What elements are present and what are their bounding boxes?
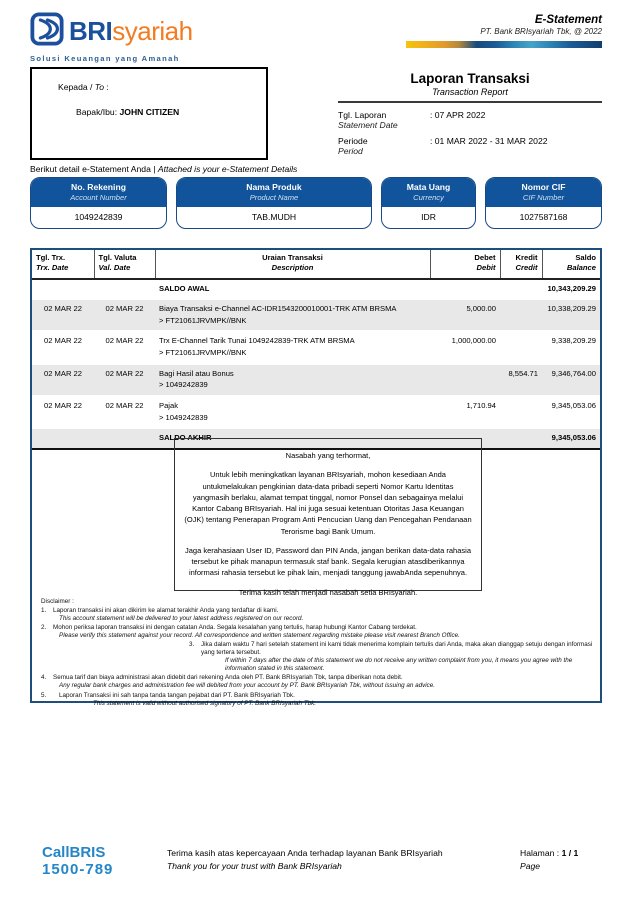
disclaimer-item: 3. Jika dalam waktu 7 hari setelah statement ini kami tidak menerima komplain tertulis dari Anda, maka akan dianggap setuju dengan informasi yang tertera tersebut. If within 7 days after the date of this statement we do not receive any written complaint from you, it means you agree with the information stated in this statement. <box>189 641 593 673</box>
period-value: : 01 MAR 2022 - 31 MAR 2022 <box>430 136 548 146</box>
disclaimer-item: 5. Laporan Transaksi ini sah tanpa tanda tangan pejabat dari PT. Bank BRIsyariah Tbk. This statement is valid without authorised signatory of PT. Bank BRIsyariah Tbk. <box>41 691 317 707</box>
brisyariah-logo-icon <box>30 12 64 51</box>
recipient-label: Kepada / To : <box>58 82 109 92</box>
period-label: Periode <box>338 136 368 146</box>
notice-paragraph: Untuk lebih meningkatkan layanan BRIsyariah, mohon kesediaan Anda untukmelakukan pengkinian data-data pribadi seperti Nomor Kartu Identitas yangmasih berlaku, alamat tempat tinggal, nomor Ponsel dan sebagainya melalui Kantor Cabang BRIsyariah. Hal ini juga sesuai ketentuan Otoritas Jasa Keuangan (OJK) tentang Penerapan Program Anti Pencucian Uang dan Pencegahan Pendanaan Terorisme bagi Bank Umum. <box>184 470 472 536</box>
recipient-box <box>30 67 268 160</box>
table-row-saldo-awal: SALDO AWAL 10,343,209.29 <box>32 279 600 300</box>
account-number-card: No. Rekening Account Number 1049242839 <box>30 177 167 229</box>
notice-closing: Terima kasih telah menjadi nasabah setia BRIsyariah. <box>238 587 418 597</box>
customer-notice-box <box>174 438 482 597</box>
callbris-logo: CallBRIS 1500-789 <box>42 844 114 878</box>
currency-card: Mata Uang Currency IDR <box>381 177 476 229</box>
disclaimer-item: 4. Semua tarif dan biaya administrasi akan didebit dari rekening Anda oleh PT. Bank BRIsyariah Tbk, tanpa diberikan nota debit. Any regular bank charges and administration fee will debited from your account by PT. Bank BRIsyariah Tbk, without issuing an advice. <box>41 674 436 690</box>
product-name-card: Nama Produk Product Name TAB.MUDH <box>176 177 372 229</box>
notice-paragraph: Jaga kerahasiaan User ID, Password dan PIN Anda, jangan berikan data-data rahasia tersebut ke pihak manapun termasuk staf bank. Segala kerugian atasdiberikannya informasi rahasia tersebut ke pihak lain, menjadi tanggung jawabAnda sepenuhnya. <box>184 545 471 578</box>
cif-number-card: Nomor CIF CIF Number 1027587168 <box>485 177 602 229</box>
page-number: 1 / 1 <box>561 848 579 858</box>
brand-tagline: Solusi Keuangan yang Amanah <box>30 54 180 63</box>
page-indicator: Halaman : 1 / 1 Page <box>520 848 579 872</box>
account-number-value: 1049242839 <box>74 212 123 222</box>
table-row: 02 MAR 22 02 MAR 22 Pajak > 1049242839 1,710.94 9,345,053.06 <box>32 396 600 428</box>
logo-text-bri: BRI <box>69 16 113 46</box>
report-divider <box>338 101 602 103</box>
disclaimer-section <box>41 598 597 708</box>
transaction-table <box>32 250 600 450</box>
estatement-title: E-Statement <box>534 14 602 26</box>
report-title: Laporan Transaksi <box>410 71 530 86</box>
statement-date-label: Tgl. Laporan <box>338 110 387 120</box>
disclaimer-item: 1. Laporan transaksi ini akan dikirim ke alamat terakhir Anda yang terdaftar di kami. This account statement will be delivered to your latest address registered on our record. <box>41 607 304 623</box>
report-header <box>338 71 602 156</box>
account-cards <box>30 177 602 229</box>
recipient-name: JOHN CITIZEN <box>119 107 180 117</box>
table-row: 02 MAR 22 02 MAR 22 Biaya Transaksi e-Channel AC-IDR1543200010001-TRK ATM BRSMA > FT21061JRVMPK//BNK 5,000.00 10,338,209.29 <box>32 299 600 331</box>
disclaimer-item: 2. Mohon periksa laporan transaksi ini dengan catatan Anda. Segala kesalahan yang tertulis, harap hubungi Kantor Cabang terdekat. Please verify this statement against your record. All correspondence and written statement regarding mistake please visit nearest Branch Office. <box>41 624 460 640</box>
disclaimer-title: Disclaimer : <box>41 598 74 605</box>
period-row: Periode Period : 01 MAR 2022 - 31 MAR 2022 <box>338 136 602 156</box>
statement-date-row: Tgl. Laporan Statement Date : 07 APR 2022 <box>338 110 602 130</box>
footer-thanks: Terima kasih atas kepercayaan Anda terhadap layanan Bank BRIsyariah Thank you for your trust with Bank BRIsyariah <box>167 848 443 872</box>
estatement-subtitle: PT. Bank BRIsyariah Tbk, @ 2022 <box>480 27 602 36</box>
logo-text-syariah: syariah <box>112 16 193 46</box>
estatement-header <box>406 14 602 48</box>
brand-logo <box>30 12 193 63</box>
product-name-value: TAB.MUDH <box>251 212 297 222</box>
notice-greeting: Nasabah yang terhormat, <box>285 451 371 460</box>
table-row: 02 MAR 22 02 MAR 22 Bagi Hasil atau Bonus > 1049242839 8,554.71 9,346,764.00 <box>32 364 600 396</box>
recipient-name-line: Bapak/Ibu: JOHN CITIZEN <box>76 107 180 117</box>
statement-body <box>30 248 602 707</box>
table-header-row: Tgl. Trx. Trx. Date Tgl. Valuta Val. Date Uraian Transaksi Description Debet Debit Kredit Credit Saldo Balance <box>32 250 600 279</box>
cif-number-value: 1027587168 <box>519 212 568 222</box>
table-row-saldo-akhir: SALDO AKHIR 9,345,053.06 <box>32 428 600 449</box>
currency-value: IDR <box>421 212 436 222</box>
table-row: 02 MAR 22 02 MAR 22 Trx E-Channel Tarik Tunai 1049242839-TRK ATM BRSMA > FT21061JRVMPK//BNK 1,000,000.00 9,338,209.29 <box>32 331 600 363</box>
detail-note: Berikut detail e-Statement Anda | Attached is your e-Statement Details <box>30 164 298 174</box>
report-subtitle: Transaction Report <box>432 87 508 97</box>
statement-date-value: : 07 APR 2022 <box>430 110 486 120</box>
header-gradient-bar <box>406 41 602 48</box>
